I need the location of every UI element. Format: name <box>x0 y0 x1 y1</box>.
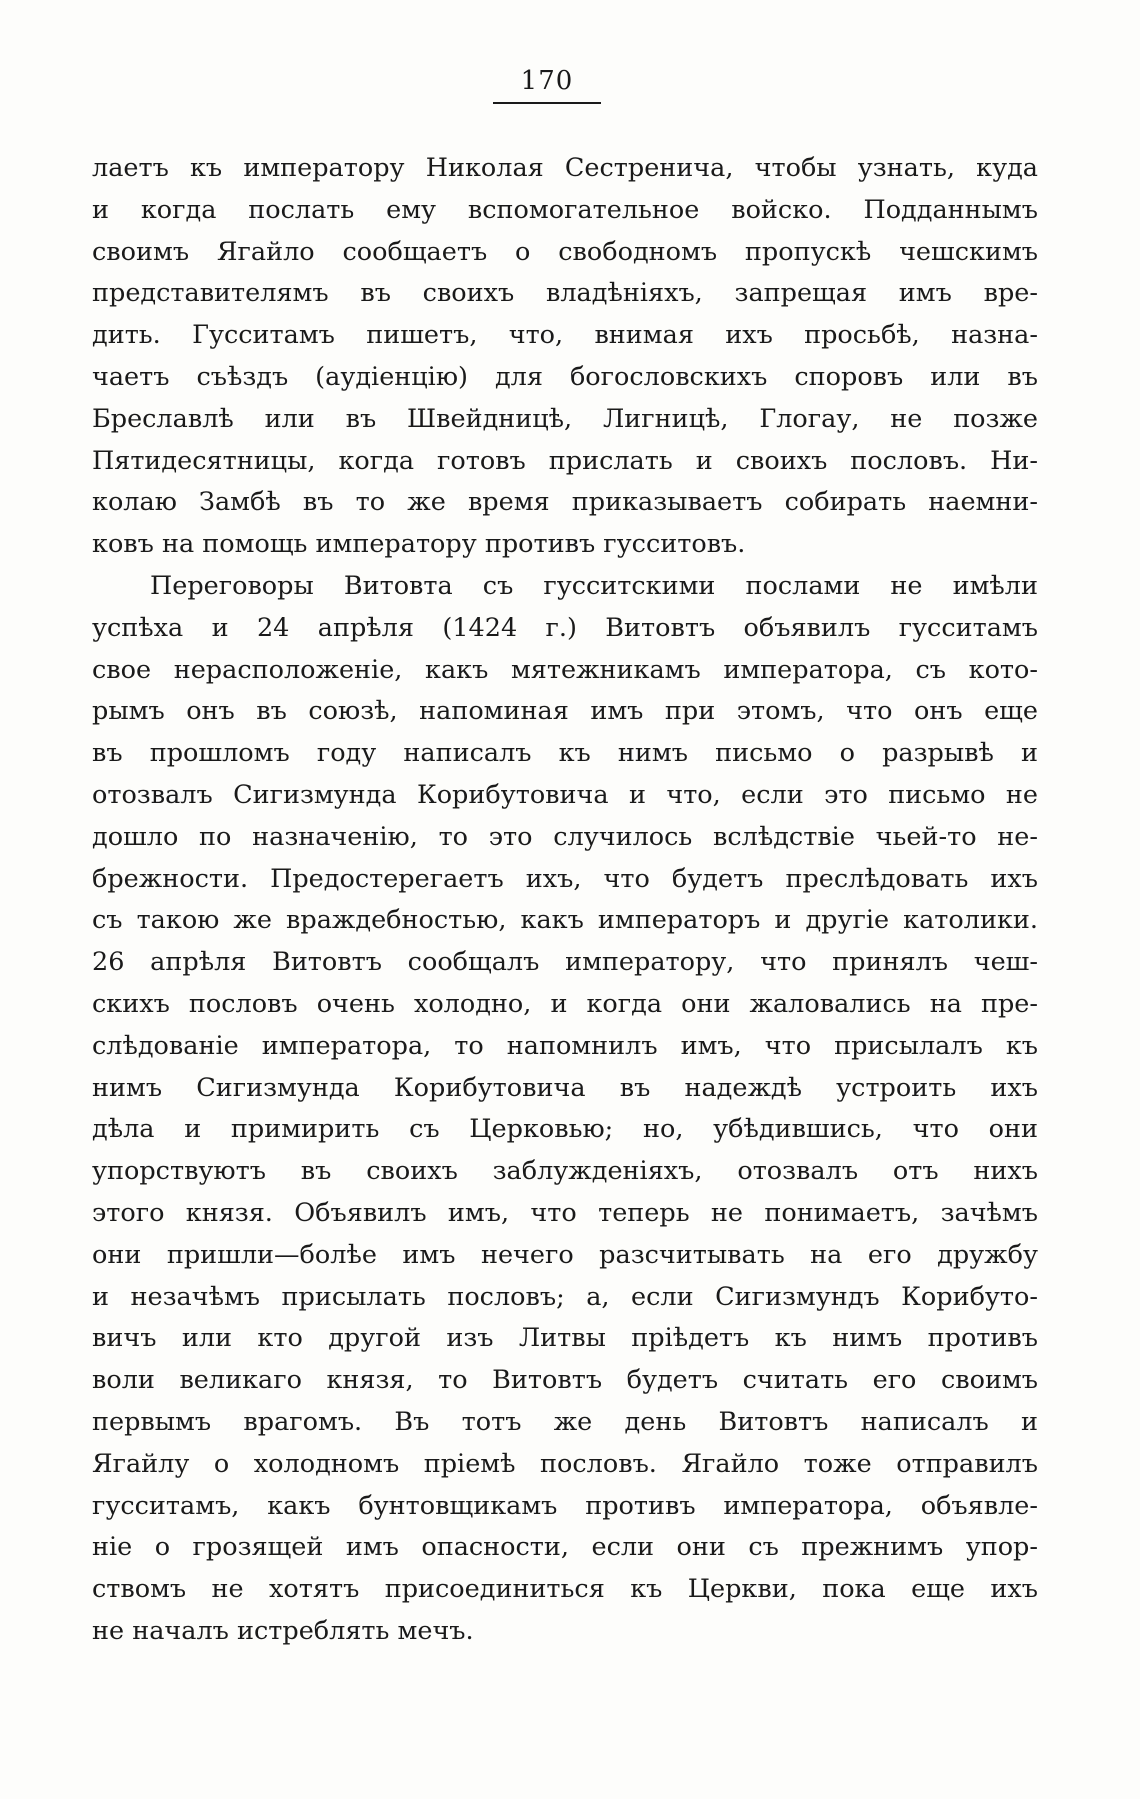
text-line: слѣдованіе императора, то напомнилъ имъ, что присылалъ къ <box>92 1030 1038 1061</box>
text-line: ствомъ не хотятъ присоединиться къ Церкви, пока еще ихъ <box>92 1574 1038 1605</box>
body-text <box>92 148 1038 1653</box>
text-line: ніе о грозящей имъ опасности, если они съ прежнимъ упор- <box>92 1532 1038 1563</box>
text-line: чаетъ съѣздъ (аудіенцію) для богословскихъ споровъ или въ <box>92 361 1038 392</box>
text-line: и незачѣмъ присылать пословъ; а, если Сигизмундъ Корибуто- <box>92 1281 1038 1312</box>
text-line: свое нерасположеніе, какъ мятежникамъ императора, съ кото- <box>92 654 1038 685</box>
text-line: своимъ Ягайло сообщаетъ о свободномъ пропускѣ чешскимъ <box>92 236 1038 267</box>
text-line: дошло по назначенію, то это случилось вслѣдствіе чьей-то не- <box>92 821 1038 852</box>
text-line: дить. Гусситамъ пишетъ, что, внимая ихъ просьбѣ, назна- <box>92 320 1038 351</box>
text-line: Переговоры Витовта съ гусситскими послами не имѣли <box>150 570 1038 601</box>
text-line: нимъ Сигизмунда Корибутовича въ надеждѣ устроить ихъ <box>92 1072 1038 1103</box>
text-line: колаю Замбѣ въ то же время приказываетъ собирать наемни- <box>92 487 1038 518</box>
text-line: лаетъ къ императору Николая Сестренича, чтобы узнать, куда <box>92 153 1038 183</box>
text-line: и когда послать ему вспомогательное войско. Подданнымъ <box>92 194 1038 225</box>
text-line: не началъ истреблять мечъ. <box>92 1615 474 1646</box>
text-line: ковъ на помощь императору противъ гусситовъ. <box>92 529 746 560</box>
text-line: Ягайлу о холодномъ пріемѣ пословъ. Ягайло тоже отправилъ <box>92 1448 1038 1479</box>
text-line: въ прошломъ году написалъ къ нимъ письмо о разрывѣ и <box>92 738 1038 769</box>
page-header <box>0 66 1140 104</box>
text-line: успѣха и 24 апрѣля (1424 г.) Витовтъ объявилъ гусситамъ <box>92 612 1038 643</box>
page-number: 170 <box>493 66 602 104</box>
text-line: воли великаго князя, то Витовтъ будетъ считать его своимъ <box>92 1365 1038 1396</box>
paragraph-1 <box>92 148 1038 566</box>
text-line: Пятидесятницы, когда готовъ прислать и своихъ пословъ. Ни- <box>92 445 1038 476</box>
text-line: рымъ онъ въ союзѣ, напоминая имъ при этомъ, что онъ еще <box>92 696 1038 727</box>
text-line: дѣла и примирить съ Церковью; но, убѣдившись, что они <box>92 1114 1038 1145</box>
text-line: Бреславлѣ или въ Швейдницѣ, Лигницѣ, Глогау, не позже <box>92 403 1038 434</box>
text-line: упорствуютъ въ своихъ заблужденіяхъ, отозвалъ отъ нихъ <box>92 1156 1038 1187</box>
text-line: они пришли—болѣе имъ нечего разсчитывать на его дружбу <box>92 1239 1038 1270</box>
text-line: вичъ или кто другой изъ Литвы пріѣдетъ къ нимъ противъ <box>92 1323 1038 1354</box>
text-line: скихъ пословъ очень холодно, и когда они жаловались на пре- <box>92 988 1038 1019</box>
text-line: этого князя. Объявилъ имъ, что теперь не понимаетъ, зачѣмъ <box>92 1197 1038 1228</box>
paragraph-2 <box>92 566 1038 1653</box>
text-line: гусситамъ, какъ бунтовщикамъ противъ императора, объявле- <box>92 1490 1038 1521</box>
text-line: отозвалъ Сигизмунда Корибутовича и что, если это письмо не <box>92 779 1038 810</box>
text-line: первымъ врагомъ. Въ тотъ же день Витовтъ написалъ и <box>92 1406 1038 1437</box>
text-line: представителямъ въ своихъ владѣніяхъ, запрещая имъ вре- <box>92 278 1038 309</box>
text-line: съ такою же враждебностью, какъ императоръ и другіе католики. <box>92 905 1038 936</box>
text-line: брежности. Предостерегаетъ ихъ, что будетъ преслѣдовать ихъ <box>92 863 1038 894</box>
text-line: 26 апрѣля Витовтъ сообщалъ императору, что принялъ чеш- <box>92 947 1038 978</box>
